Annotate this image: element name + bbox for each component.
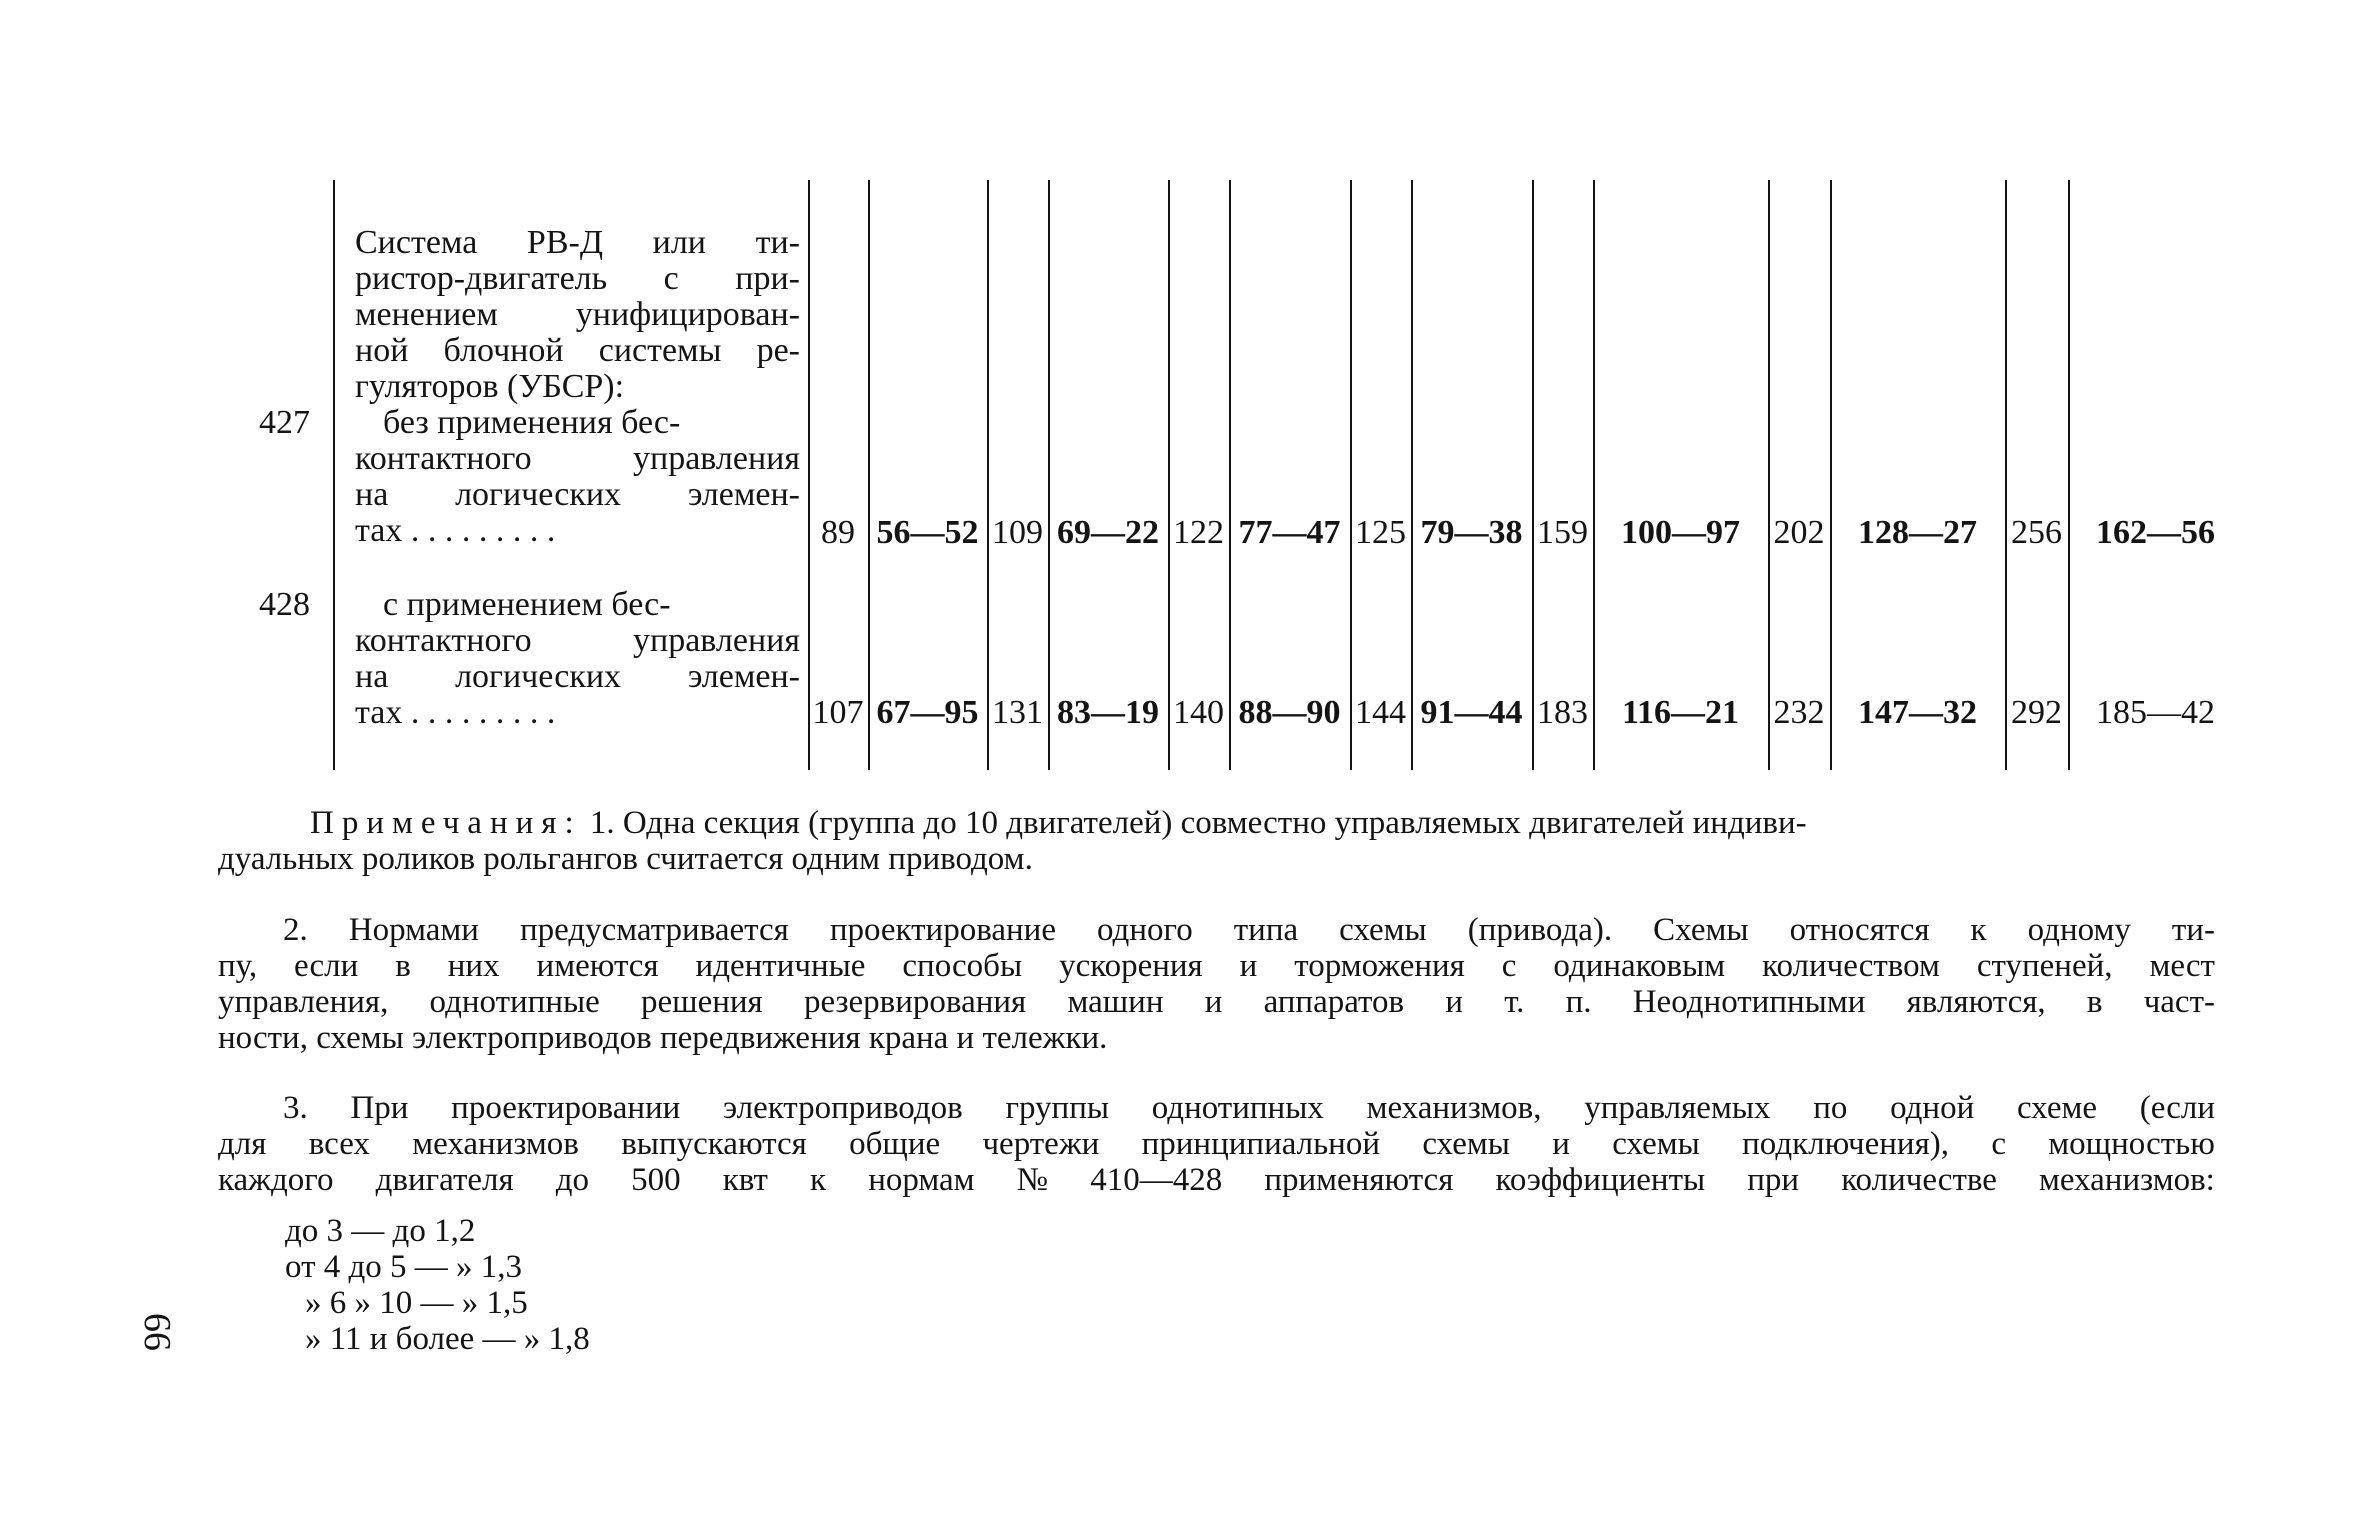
table-rule bbox=[1593, 180, 1595, 770]
word: и bbox=[1239, 948, 1258, 984]
row-428-line: тах . . . . . . . . . bbox=[355, 694, 556, 731]
word: имеются bbox=[536, 948, 659, 984]
table-cell: 91—44 bbox=[1420, 694, 1523, 731]
word: на bbox=[355, 476, 389, 513]
table-cell: 292 bbox=[2011, 694, 2062, 731]
table-cell: 128—27 bbox=[1858, 514, 1977, 551]
word: принципиальной bbox=[1141, 1126, 1381, 1162]
table-cell: 122 bbox=[1173, 514, 1224, 551]
row-number: 427 bbox=[259, 404, 310, 441]
note-1-line: дуальных роликов рольгангов считается одним приводом. bbox=[218, 841, 1033, 877]
word: унифицирован- bbox=[575, 296, 800, 333]
word: предусматривается bbox=[519, 912, 789, 948]
table-description bbox=[355, 587, 800, 731]
coefficient-item: от 4 до 5 — » 1,3 bbox=[285, 1249, 523, 1285]
word: системы bbox=[598, 332, 722, 369]
word: выпускаются bbox=[621, 1126, 807, 1162]
word: механизмов, bbox=[1366, 1090, 1542, 1126]
note-1 bbox=[218, 805, 2215, 877]
page-number: 66 bbox=[136, 1313, 178, 1351]
table-cell: 107 bbox=[812, 694, 864, 731]
coefficient-item: до 3 — до 1,2 bbox=[285, 1213, 476, 1249]
word: схемы bbox=[1339, 912, 1427, 948]
table-rule bbox=[2068, 180, 2070, 770]
word: решения bbox=[641, 984, 763, 1020]
word: каждого bbox=[218, 1162, 334, 1198]
word: с bbox=[1501, 948, 1517, 984]
word: одной bbox=[1890, 1090, 1975, 1126]
word: для bbox=[218, 1126, 267, 1162]
word: резервирования bbox=[803, 984, 1027, 1020]
word: Система bbox=[355, 224, 478, 261]
table-cell: 159 bbox=[1537, 514, 1588, 551]
word: п. bbox=[1565, 984, 1592, 1020]
word: № bbox=[1016, 1162, 1049, 1198]
word: подключения), bbox=[1742, 1126, 1950, 1162]
table-cell: 116—21 bbox=[1621, 694, 1740, 731]
word: двигателя bbox=[375, 1162, 514, 1198]
row-number: 428 bbox=[259, 586, 310, 623]
word: одному bbox=[2027, 912, 2131, 948]
note-2 bbox=[218, 912, 2215, 1056]
word: на bbox=[355, 658, 389, 695]
table-cell: 89 bbox=[821, 514, 855, 551]
word: ускорения bbox=[1059, 948, 1203, 984]
word: схемы bbox=[1422, 1126, 1510, 1162]
word: мощностью bbox=[2048, 1126, 2215, 1162]
word: менением bbox=[355, 296, 498, 333]
row-428-line: с применением бес- bbox=[383, 586, 671, 623]
row-427-line: без применения бес- bbox=[383, 404, 681, 441]
word: применяются bbox=[1264, 1162, 1454, 1198]
word: способы bbox=[902, 948, 1023, 984]
table-cell: 77—47 bbox=[1238, 514, 1341, 551]
table-cell: 147—32 bbox=[1858, 694, 1977, 731]
table-cell: 202 bbox=[1773, 514, 1825, 551]
word: коэффициенты bbox=[1495, 1162, 1706, 1198]
word: нормам bbox=[868, 1162, 975, 1198]
word: квт bbox=[722, 1162, 768, 1198]
word: и bbox=[1552, 1126, 1570, 1162]
table-cell: 183 bbox=[1537, 694, 1588, 731]
row-427-line bbox=[355, 477, 800, 513]
table-description bbox=[355, 225, 800, 549]
word: количеством bbox=[1762, 948, 1940, 984]
word: контактного bbox=[355, 440, 532, 477]
word: с bbox=[1991, 1126, 2006, 1162]
table-rule bbox=[1768, 180, 1770, 770]
table-cell: 256 bbox=[2011, 514, 2062, 551]
note-1-line bbox=[218, 805, 2215, 841]
row-428-line bbox=[355, 659, 800, 695]
coefficient-item: » 11 и более — » 1,8 bbox=[305, 1321, 590, 1357]
header-line bbox=[355, 261, 800, 297]
row-428-line bbox=[355, 623, 800, 659]
word: управления bbox=[633, 440, 800, 477]
word: и bbox=[1204, 984, 1223, 1020]
word: в bbox=[2086, 984, 2103, 1020]
word: являются, bbox=[1906, 984, 2046, 1020]
word: схемы bbox=[1612, 1126, 1700, 1162]
word: логических bbox=[455, 476, 622, 513]
table-rule bbox=[333, 180, 335, 770]
word: механизмов: bbox=[2039, 1162, 2215, 1198]
word: блочной bbox=[443, 332, 564, 369]
notes-heading: Примечания: bbox=[310, 805, 582, 841]
word: одинаковым bbox=[1553, 948, 1726, 984]
table-cell: 140 bbox=[1173, 694, 1224, 731]
word: всех bbox=[308, 1126, 370, 1162]
table-cell: 100—97 bbox=[1621, 514, 1740, 551]
word: электроприводов bbox=[723, 1090, 963, 1126]
table-rule bbox=[808, 180, 810, 770]
table-rule bbox=[1532, 180, 1534, 770]
table-cell: 79—38 bbox=[1420, 514, 1523, 551]
word: одного bbox=[1097, 912, 1193, 948]
table-cell: 83—19 bbox=[1057, 694, 1159, 731]
note-3-line bbox=[218, 1162, 2215, 1198]
word: логических bbox=[455, 658, 622, 695]
word: аппаратов bbox=[1263, 984, 1405, 1020]
word: чертежи bbox=[982, 1126, 1100, 1162]
word: проектировании bbox=[451, 1090, 681, 1126]
table-cell: 88—90 bbox=[1238, 694, 1341, 731]
word: в bbox=[395, 948, 411, 984]
word: 2. bbox=[283, 912, 308, 948]
word: т. bbox=[1504, 984, 1525, 1020]
word: торможения bbox=[1294, 948, 1465, 984]
table-rule bbox=[868, 180, 870, 770]
word: машин bbox=[1067, 984, 1164, 1020]
word: ристор-двигатель bbox=[355, 260, 608, 297]
word: Неоднотипными bbox=[1632, 984, 1866, 1020]
word: управления, bbox=[218, 984, 389, 1020]
table-rule bbox=[1411, 180, 1413, 770]
word: или bbox=[652, 224, 706, 261]
table-cell: 69—22 bbox=[1057, 514, 1159, 551]
word: управляемых bbox=[1584, 1090, 1771, 1126]
word: идентичные bbox=[695, 948, 866, 984]
note-2-line bbox=[218, 912, 2215, 948]
table-cell: 185—42 bbox=[2096, 694, 2215, 731]
word: При bbox=[350, 1090, 409, 1126]
row-427-line bbox=[355, 441, 800, 477]
note-2-line bbox=[218, 984, 2215, 1020]
word: Схемы bbox=[1653, 912, 1749, 948]
table-cell: 232 bbox=[1773, 694, 1825, 731]
note-3 bbox=[218, 1090, 2215, 1198]
row-427-line: тах . . . . . . . . . bbox=[355, 512, 556, 549]
word: ти- bbox=[2171, 912, 2215, 948]
word: если bbox=[294, 948, 359, 984]
word: при- bbox=[735, 260, 800, 297]
word: к bbox=[810, 1162, 827, 1198]
table-cell: 144 bbox=[1355, 694, 1406, 731]
word: контактного bbox=[355, 622, 532, 659]
note-2-line: ности, схемы электроприводов передвижения крана и тележки. bbox=[218, 1020, 1108, 1056]
table-cell: 67—95 bbox=[876, 694, 979, 731]
word: 410—428 bbox=[1090, 1162, 1223, 1198]
word: до bbox=[555, 1162, 590, 1198]
word: однотипных bbox=[1151, 1090, 1324, 1126]
word: по bbox=[1813, 1090, 1848, 1126]
word: мест bbox=[2149, 948, 2215, 984]
word: типа bbox=[1233, 912, 1299, 948]
word: 500 bbox=[631, 1162, 681, 1198]
word: Нормами bbox=[348, 912, 479, 948]
word: пу, bbox=[218, 948, 258, 984]
word: количестве bbox=[1841, 1162, 1997, 1198]
word: к bbox=[1970, 912, 1987, 948]
table-rule bbox=[1168, 180, 1170, 770]
table-cell: 56—52 bbox=[876, 514, 979, 551]
word: проектирование bbox=[829, 912, 1056, 948]
word: ной bbox=[355, 332, 409, 369]
word: 3. bbox=[283, 1090, 308, 1126]
note-3-line bbox=[218, 1126, 2215, 1162]
word: ти- bbox=[755, 224, 800, 261]
word: относятся bbox=[1789, 912, 1930, 948]
word: группы bbox=[1005, 1090, 1110, 1126]
word: (если bbox=[2139, 1090, 2215, 1126]
table-cell: 125 bbox=[1355, 514, 1406, 551]
note-1-first-line: 1. Одна секция (группа до 10 двигателей) совместно управляемых двигателей индиви- bbox=[589, 805, 1807, 841]
word: ступеней, bbox=[1976, 948, 2113, 984]
table-cell: 131 bbox=[992, 694, 1043, 731]
word: элемен- bbox=[687, 476, 800, 513]
word: ре- bbox=[756, 332, 800, 369]
word: управления bbox=[633, 622, 800, 659]
word: них bbox=[447, 948, 500, 984]
note-3-line bbox=[218, 1090, 2215, 1126]
word: РВ-Д bbox=[526, 224, 604, 261]
word: однотипные bbox=[429, 984, 600, 1020]
header-line: гуляторов (УБСР): bbox=[355, 368, 625, 405]
word: част- bbox=[2143, 984, 2215, 1020]
word: элемен- bbox=[687, 658, 800, 695]
word: при bbox=[1747, 1162, 1800, 1198]
table-rule bbox=[1229, 180, 1231, 770]
coefficient-list bbox=[285, 1213, 590, 1357]
header-line bbox=[355, 333, 800, 369]
word: с bbox=[663, 260, 679, 297]
table-rule bbox=[2005, 180, 2007, 770]
table-rule bbox=[1048, 180, 1050, 770]
word: общие bbox=[849, 1126, 941, 1162]
word: (привода). bbox=[1467, 912, 1613, 948]
note-2-line bbox=[218, 948, 2215, 984]
table-cell: 162—56 bbox=[2096, 514, 2215, 551]
header-line bbox=[355, 297, 800, 333]
header-line bbox=[355, 225, 800, 261]
table-rule bbox=[1830, 180, 1832, 770]
table-cell: 109 bbox=[992, 514, 1043, 551]
word: и bbox=[1445, 984, 1463, 1020]
word: механизмов bbox=[412, 1126, 579, 1162]
coefficient-item: » 6 » 10 — » 1,5 bbox=[305, 1285, 528, 1321]
table-rule bbox=[987, 180, 989, 770]
table-rule bbox=[1350, 180, 1352, 770]
word: схеме bbox=[2016, 1090, 2098, 1126]
